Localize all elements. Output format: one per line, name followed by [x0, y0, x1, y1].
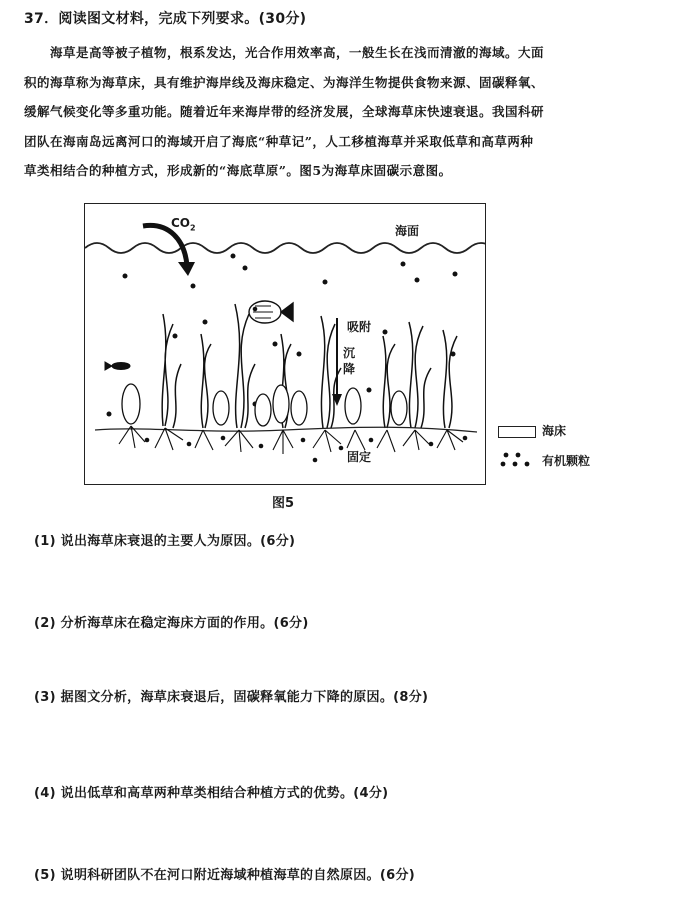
co2-label: $CO_2$ [171, 216, 196, 233]
seagrass-short [122, 384, 407, 426]
settle-label-1: 沉 [343, 346, 356, 360]
passage-line: 缓解气候变化等多重功能。随着近年来海岸带的经济发展，全球海草床快速衰退。我国科研 [24, 104, 545, 119]
passage-line: 草类相结合的种植方式，形成新的“海底草原”。图5为海草床固碳示意图。 [24, 163, 452, 178]
sub-question-1: (1) 说出海草床衰退的主要人为原因。(6分) [34, 534, 296, 549]
sub-question-2: (2) 分析海草床在稳定海床方面的作用。(6分) [34, 616, 309, 631]
fish-small [105, 362, 130, 370]
co2-arrowhead [178, 262, 195, 276]
passage-line: 海草是高等被子植物，根系发达，光合作用效率高，一般生长在浅而清澈的海域。大面 [50, 45, 545, 60]
fish-large [249, 301, 293, 323]
sub-question-3: (3) 据图文分析，海草床衰退后，固碳释氧能力下降的原因。(8分) [34, 690, 429, 705]
figure-caption: 图5 [272, 496, 295, 511]
adsorb-label: 吸附 [347, 320, 372, 334]
passage [24, 38, 674, 186]
diagram-legend: 海床 有机颗粒 [498, 422, 618, 482]
seabed-swatch [498, 426, 536, 438]
settle-label-2: 降 [343, 362, 356, 376]
diagram-drawing [85, 204, 486, 485]
sea-surface-label: 海面 [395, 224, 420, 238]
seagrass-carbon-diagram [84, 203, 486, 485]
passage-line: 积的海草称为海草床，具有维护海岸线及海床稳定、为海洋生物提供食物来源、固碳释氧、 [24, 74, 545, 90]
passage-line: 团队在海南岛远离河口的海域开启了海底“种草记”，人工移植海草并采取低草和高草两种 [24, 133, 534, 149]
fix-label: 固定 [347, 450, 372, 464]
seabed-surface [95, 427, 477, 432]
sea-surface-line [85, 243, 486, 253]
sub-question-4: (4) 说出低草和高草两种草类相结合种植方式的优势。(4分) [34, 786, 389, 801]
question-heading: 37．阅读图文材料，完成下列要求。(30分) [24, 11, 307, 27]
particles-swatch [498, 450, 534, 468]
sub-question-5: (5) 说明科研团队不在河口附近海域种植海草的自然原因。(6分) [34, 868, 415, 883]
